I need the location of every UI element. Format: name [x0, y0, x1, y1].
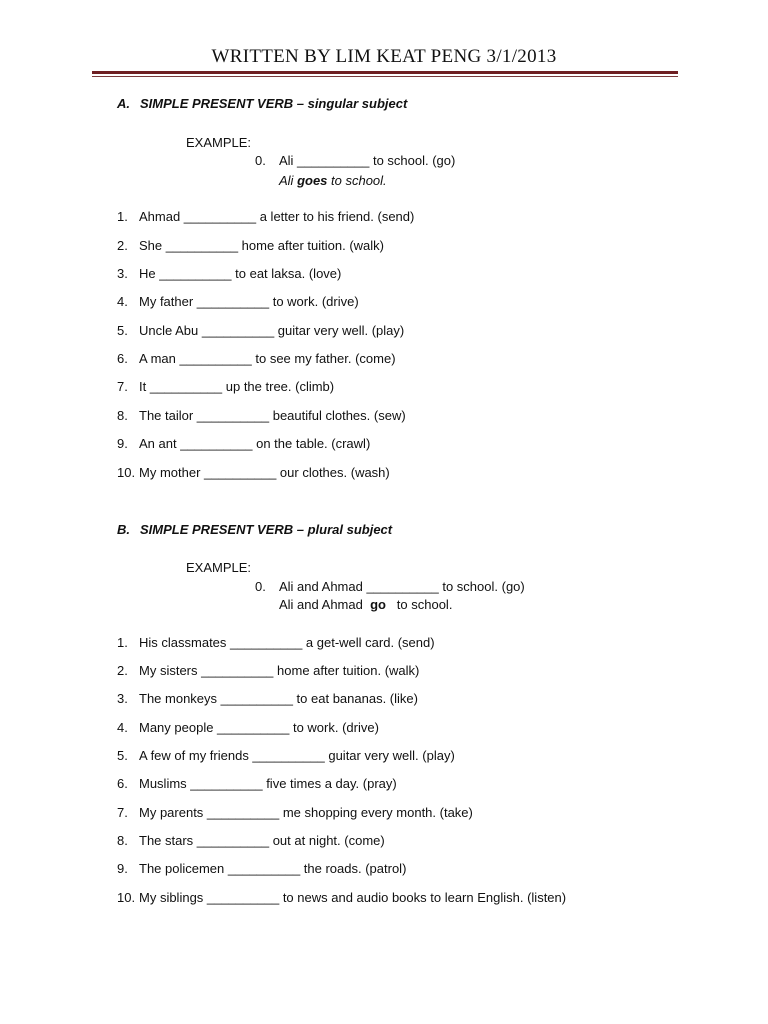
item-text: My mother __________ our clothes. (wash)	[139, 465, 390, 480]
section-b-answer-verb: go	[370, 597, 386, 612]
list-item	[117, 209, 414, 224]
section-b-example-question: Ali and Ahmad __________ to school. (go)	[279, 579, 525, 594]
list-item	[117, 833, 385, 848]
item-text: My father __________ to work. (drive)	[139, 294, 359, 309]
list-item	[117, 720, 379, 735]
item-text: A man __________ to see my father. (come)	[139, 351, 396, 366]
item-number: 7.	[117, 805, 128, 820]
item-number: 1.	[117, 209, 128, 224]
section-a-answer-verb: goes	[297, 173, 328, 188]
list-item	[117, 805, 473, 820]
section-a-example-label: EXAMPLE:	[186, 135, 252, 150]
item-text: My sisters __________ home after tuition. (walk)	[139, 663, 420, 678]
item-text: My parents __________ me shopping every month. (take)	[139, 805, 473, 820]
section-b-example-label: EXAMPLE:	[186, 560, 252, 575]
section-a-example-answer	[279, 173, 387, 188]
item-number: 10.	[117, 465, 136, 480]
item-text: A few of my friends __________ guitar very well. (play)	[139, 748, 455, 763]
item-number: 9.	[117, 861, 128, 876]
item-number: 2.	[117, 238, 128, 253]
item-text: The monkeys __________ to eat bananas. (like)	[139, 691, 418, 706]
item-text: An ant __________ on the table. (crawl)	[139, 436, 371, 451]
item-text: Ahmad __________ a letter to his friend. (send)	[139, 209, 415, 224]
list-item	[117, 436, 370, 451]
item-text: Many people __________ to work. (drive)	[139, 720, 379, 735]
item-number: 2.	[117, 663, 128, 678]
item-text: He __________ to eat laksa. (love)	[139, 266, 342, 281]
list-item	[117, 408, 406, 423]
item-text: The policemen __________ the roads. (patrol)	[139, 861, 407, 876]
item-number: 3.	[117, 266, 128, 281]
item-text: She __________ home after tuition. (walk)	[139, 238, 384, 253]
section-a-letter: A.	[117, 96, 130, 111]
list-item	[117, 379, 334, 394]
item-text: Uncle Abu __________ guitar very well. (play)	[139, 323, 405, 338]
list-item	[117, 691, 418, 706]
list-item	[117, 266, 341, 281]
item-number: 8.	[117, 408, 128, 423]
list-item	[117, 351, 396, 366]
item-number: 3.	[117, 691, 128, 706]
section-a-example-question: Ali __________ to school. (go)	[279, 153, 456, 168]
section-b-answer-post: to school.	[385, 597, 453, 612]
section-a-answer-pre: Ali	[279, 173, 298, 188]
list-item	[117, 323, 404, 338]
section-b-heading	[117, 522, 392, 537]
list-item	[117, 890, 566, 905]
section-b-answer-pre: Ali and Ahmad	[279, 597, 371, 612]
section-a-title: SIMPLE PRESENT VERB – singular subject	[140, 96, 408, 111]
item-number: 1.	[117, 635, 128, 650]
section-b-letter: B.	[117, 522, 130, 537]
section-a-heading	[117, 96, 407, 111]
list-item	[117, 861, 406, 876]
item-text: It __________ up the tree. (climb)	[139, 379, 335, 394]
item-text: My siblings __________ to news and audio books to learn English. (listen)	[139, 890, 567, 905]
header-rule-thin	[92, 76, 678, 77]
section-b-example-answer	[279, 597, 452, 612]
list-item	[117, 635, 435, 650]
item-number: 4.	[117, 720, 128, 735]
list-item	[117, 238, 384, 253]
header-rule-thick	[92, 71, 678, 74]
item-number: 5.	[117, 748, 128, 763]
item-number: 9.	[117, 436, 128, 451]
item-text: His classmates __________ a get-well card. (send)	[139, 635, 435, 650]
item-text: The stars __________ out at night. (come)	[139, 833, 385, 848]
list-item	[117, 748, 455, 763]
item-number: 6.	[117, 776, 128, 791]
section-b-title: SIMPLE PRESENT VERB – plural subject	[140, 522, 393, 537]
list-item	[117, 294, 359, 309]
item-number: 7.	[117, 379, 128, 394]
list-item	[117, 663, 419, 678]
item-number: 8.	[117, 833, 128, 848]
section-b-example-number: 0.	[255, 579, 266, 594]
item-number: 10.	[117, 890, 136, 905]
section-a-answer-post: to school.	[327, 173, 387, 188]
list-item	[117, 465, 390, 480]
section-a-example-number: 0.	[255, 153, 266, 168]
item-text: The tailor __________ beautiful clothes. (sew)	[139, 408, 406, 423]
list-item	[117, 776, 397, 791]
item-text: Muslims __________ five times a day. (pray)	[139, 776, 397, 791]
item-number: 4.	[117, 294, 128, 309]
page-title: WRITTEN BY LIM KEAT PENG 3/1/2013	[211, 46, 557, 67]
item-number: 5.	[117, 323, 128, 338]
item-number: 6.	[117, 351, 128, 366]
